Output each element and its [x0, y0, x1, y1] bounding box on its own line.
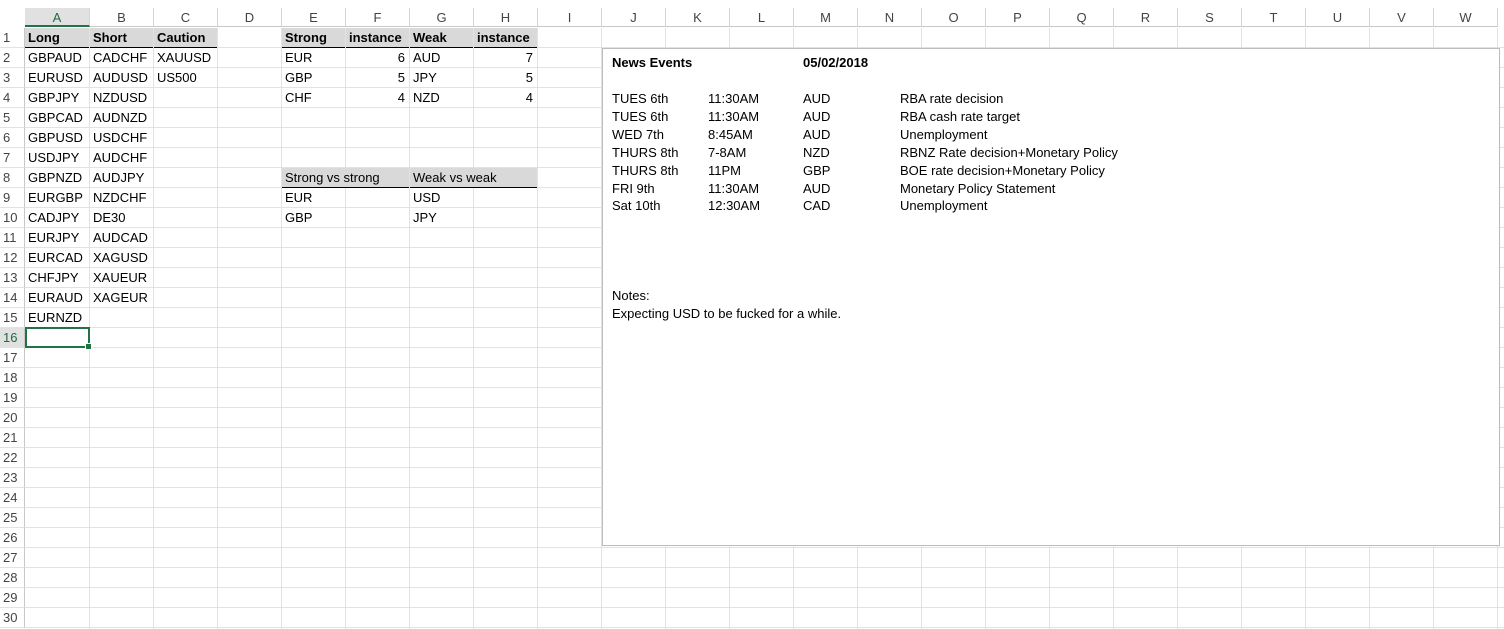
news-event-currency: GBP — [803, 162, 831, 178]
news-event-event: RBNZ Rate decision+Monetary Policy — [900, 144, 1118, 160]
long-pair-cell[interactable]: CHFJPY — [28, 270, 79, 285]
news-event-time: 11:30AM — [708, 180, 760, 196]
row-header-9[interactable]: 9 — [0, 188, 25, 208]
row-header-4[interactable]: 4 — [0, 88, 25, 108]
column-header-t[interactable]: T — [1242, 8, 1306, 27]
row-header-22[interactable]: 22 — [0, 448, 25, 468]
weak-count-cell[interactable]: 4 — [525, 90, 533, 105]
column-header-g[interactable]: G — [410, 8, 474, 27]
long-pair-cell[interactable]: GBPAUD — [28, 50, 82, 65]
strong-matchup-cell[interactable]: EUR — [285, 190, 313, 205]
header-short[interactable]: Short — [90, 28, 153, 48]
news-event-event: RBA cash rate target — [900, 108, 1020, 124]
row-header-6[interactable]: 6 — [0, 128, 25, 148]
news-event-currency: CAD — [803, 198, 831, 214]
gridline-vertical — [345, 28, 346, 629]
gridline-vertical — [217, 28, 218, 629]
column-header-m[interactable]: M — [794, 8, 858, 27]
column-header-j[interactable]: J — [602, 8, 666, 27]
long-pair-cell[interactable]: EURGBP — [28, 190, 83, 205]
weak-count-cell[interactable]: 5 — [525, 70, 533, 85]
row-header-30[interactable]: 30 — [0, 608, 25, 628]
column-header-q[interactable]: Q — [1050, 8, 1114, 27]
short-pair-cell[interactable]: AUDCAD — [93, 230, 148, 245]
news-event-event: Monetary Policy Statement — [900, 180, 1056, 196]
row-header-23[interactable]: 23 — [0, 468, 25, 488]
strong-currency-cell[interactable]: GBP — [285, 70, 313, 85]
long-pair-cell[interactable]: GBPUSD — [28, 130, 83, 145]
column-header-n[interactable]: N — [858, 8, 922, 27]
header-strong-vs-strong[interactable]: Strong vs strong — [282, 168, 409, 188]
short-pair-cell[interactable]: XAGEUR — [93, 290, 148, 305]
header-strong[interactable]: Strong — [282, 28, 345, 48]
strong-currency-cell[interactable]: EUR — [285, 50, 313, 65]
column-header-h[interactable]: H — [474, 8, 538, 27]
long-pair-cell[interactable]: EURCAD — [28, 250, 83, 265]
news-event-time: 11PM — [708, 162, 741, 178]
short-pair-cell[interactable]: AUDUSD — [93, 70, 148, 85]
column-header-o[interactable]: O — [922, 8, 986, 27]
weak-matchup-cell[interactable]: USD — [413, 190, 441, 205]
row-header-3[interactable]: 3 — [0, 68, 25, 88]
news-event-day: THURS 8th — [612, 144, 679, 160]
weak-matchup-cell[interactable]: JPY — [413, 210, 437, 225]
row-header-19[interactable]: 19 — [0, 388, 25, 408]
long-pair-cell[interactable]: USDJPY — [28, 150, 80, 165]
news-event-currency: NZD — [803, 144, 830, 160]
news-event-currency: AUD — [803, 91, 831, 106]
news-event-time: 11:30AM — [708, 91, 760, 106]
strong-count-cell[interactable]: 4 — [397, 90, 405, 105]
short-pair-cell[interactable]: AUDNZD — [93, 110, 148, 125]
row-header-16[interactable]: 16 — [0, 328, 25, 348]
news-event-day: WED 7th — [612, 126, 665, 142]
news-event-day: TUES 6th — [612, 108, 669, 124]
news-event-event: Unemployment — [900, 198, 988, 214]
column-header-b[interactable]: B — [90, 8, 154, 27]
strong-count-cell[interactable]: 5 — [397, 70, 405, 85]
gridline-horizontal — [25, 627, 1504, 628]
short-pair-cell[interactable]: USDCHF — [93, 130, 148, 145]
long-pair-cell[interactable]: GBPNZD — [28, 170, 83, 185]
header-caution[interactable]: Caution — [154, 28, 217, 48]
row-header-18[interactable]: 18 — [0, 368, 25, 388]
header-weak-vs-weak[interactable]: Weak vs weak — [410, 168, 537, 188]
caution-pair-cell[interactable]: XAUUSD — [157, 50, 212, 65]
column-header-f[interactable]: F — [346, 8, 410, 27]
long-pair-cell[interactable]: GBPJPY — [28, 90, 80, 105]
row-header-27[interactable]: 27 — [0, 548, 25, 568]
short-pair-cell[interactable]: DE30 — [93, 210, 126, 225]
row-header-20[interactable]: 20 — [0, 408, 25, 428]
long-pair-cell[interactable]: EURJPY — [28, 230, 80, 245]
row-header-15[interactable]: 15 — [0, 308, 25, 328]
news-events-textbox[interactable] — [602, 48, 1500, 546]
long-pair-cell[interactable]: CADJPY — [28, 210, 80, 225]
short-pair-cell[interactable]: CADCHF — [93, 50, 148, 65]
gridline-horizontal — [25, 547, 1504, 548]
row-header-25[interactable]: 25 — [0, 508, 25, 528]
row-header-13[interactable]: 13 — [0, 268, 25, 288]
long-pair-cell[interactable]: GBPCAD — [28, 110, 83, 125]
row-header-8[interactable]: 8 — [0, 168, 25, 188]
selected-cell-cursor[interactable] — [25, 327, 90, 348]
notes-label: Notes: — [612, 288, 650, 303]
header-weak-instance[interactable]: instance — [474, 28, 537, 48]
column-header-bar — [0, 8, 1504, 28]
column-header-e[interactable]: E — [282, 8, 346, 27]
row-header-21[interactable]: 21 — [0, 428, 25, 448]
column-header-d[interactable]: D — [218, 8, 282, 27]
header-weak[interactable]: Weak — [410, 28, 473, 48]
gridline-horizontal — [25, 587, 1504, 588]
column-header-k[interactable]: K — [666, 8, 730, 27]
news-event-event: RBA rate decision — [900, 91, 1004, 106]
news-event-currency: AUD — [803, 126, 831, 142]
row-header-26[interactable]: 26 — [0, 528, 25, 548]
long-pair-cell[interactable]: EURUSD — [28, 70, 83, 85]
row-header-12[interactable]: 12 — [0, 248, 25, 268]
strong-matchup-cell[interactable]: GBP — [285, 210, 313, 225]
notes-text: Expecting USD to be fucked for a while. — [612, 306, 842, 321]
gridline-vertical — [409, 28, 410, 629]
news-event-time: 11:30AM — [708, 108, 760, 124]
row-header-7[interactable]: 7 — [0, 148, 25, 168]
row-header-24[interactable]: 24 — [0, 488, 25, 508]
gridline-horizontal — [25, 607, 1504, 608]
strong-currency-cell[interactable]: CHF — [285, 90, 312, 105]
news-event-day: TUES 6th — [612, 91, 669, 106]
long-pair-cell[interactable]: EURAUD — [28, 290, 83, 305]
column-header-s[interactable]: S — [1178, 8, 1242, 27]
row-header-17[interactable]: 17 — [0, 348, 25, 368]
gridline-vertical — [473, 28, 474, 629]
header-long[interactable]: Long — [25, 28, 89, 48]
weak-currency-cell[interactable]: NZD — [413, 90, 440, 105]
column-header-v[interactable]: V — [1370, 8, 1434, 27]
gridline-vertical — [153, 28, 154, 629]
row-header-5[interactable]: 5 — [0, 108, 25, 128]
short-pair-cell[interactable]: NZDUSD — [93, 90, 148, 105]
news-event-time: 8:45AM — [708, 126, 753, 142]
gridline-vertical — [537, 28, 538, 629]
gridline-vertical — [281, 28, 282, 629]
header-strong-instance[interactable]: instance — [346, 28, 409, 48]
row-header-28[interactable]: 28 — [0, 568, 25, 588]
row-header-2[interactable]: 2 — [0, 48, 25, 68]
news-event-day: THURS 8th — [612, 162, 679, 178]
column-header-c[interactable]: C — [154, 8, 218, 27]
news-event-day: FRI 9th — [612, 180, 655, 196]
caution-pair-cell[interactable]: US500 — [157, 70, 197, 85]
weak-currency-cell[interactable]: AUD — [413, 50, 441, 65]
row-header-14[interactable]: 14 — [0, 288, 25, 308]
row-header-1[interactable]: 1 — [0, 28, 25, 48]
long-pair-cell[interactable]: EURNZD — [28, 310, 83, 325]
news-event-day: Sat 10th — [612, 198, 661, 214]
row-header-10[interactable]: 10 — [0, 208, 25, 228]
short-pair-cell[interactable]: XAUEUR — [93, 270, 148, 285]
news-event-time: 12:30AM — [708, 198, 761, 214]
news-title: News Events — [612, 55, 693, 70]
news-event-time: 7-8AM — [708, 144, 747, 160]
short-pair-cell[interactable]: AUDJPY — [93, 170, 145, 185]
short-pair-cell[interactable]: XAGUSD — [93, 250, 148, 265]
row-header-29[interactable]: 29 — [0, 588, 25, 608]
short-pair-cell[interactable]: AUDCHF — [93, 150, 148, 165]
column-header-r[interactable]: R — [1114, 8, 1178, 27]
news-event-currency: AUD — [803, 180, 831, 196]
news-date: 05/02/2018 — [803, 55, 869, 70]
column-header-u[interactable]: U — [1306, 8, 1370, 27]
news-event-event: Unemployment — [900, 126, 988, 142]
news-event-currency: AUD — [803, 108, 831, 124]
column-header-i[interactable]: I — [538, 8, 602, 27]
column-header-l[interactable]: L — [730, 8, 794, 27]
news-event-event: BOE rate decision+Monetary Policy — [900, 162, 1105, 178]
strong-count-cell[interactable]: 6 — [397, 50, 405, 65]
column-header-w[interactable]: W — [1434, 8, 1498, 27]
column-header-p[interactable]: P — [986, 8, 1050, 27]
weak-count-cell[interactable]: 7 — [525, 50, 533, 65]
short-pair-cell[interactable]: NZDCHF — [93, 190, 147, 205]
weak-currency-cell[interactable]: JPY — [413, 70, 437, 85]
column-header-a[interactable]: A — [25, 8, 90, 27]
row-header-11[interactable]: 11 — [0, 228, 25, 248]
gridline-horizontal — [25, 567, 1504, 568]
